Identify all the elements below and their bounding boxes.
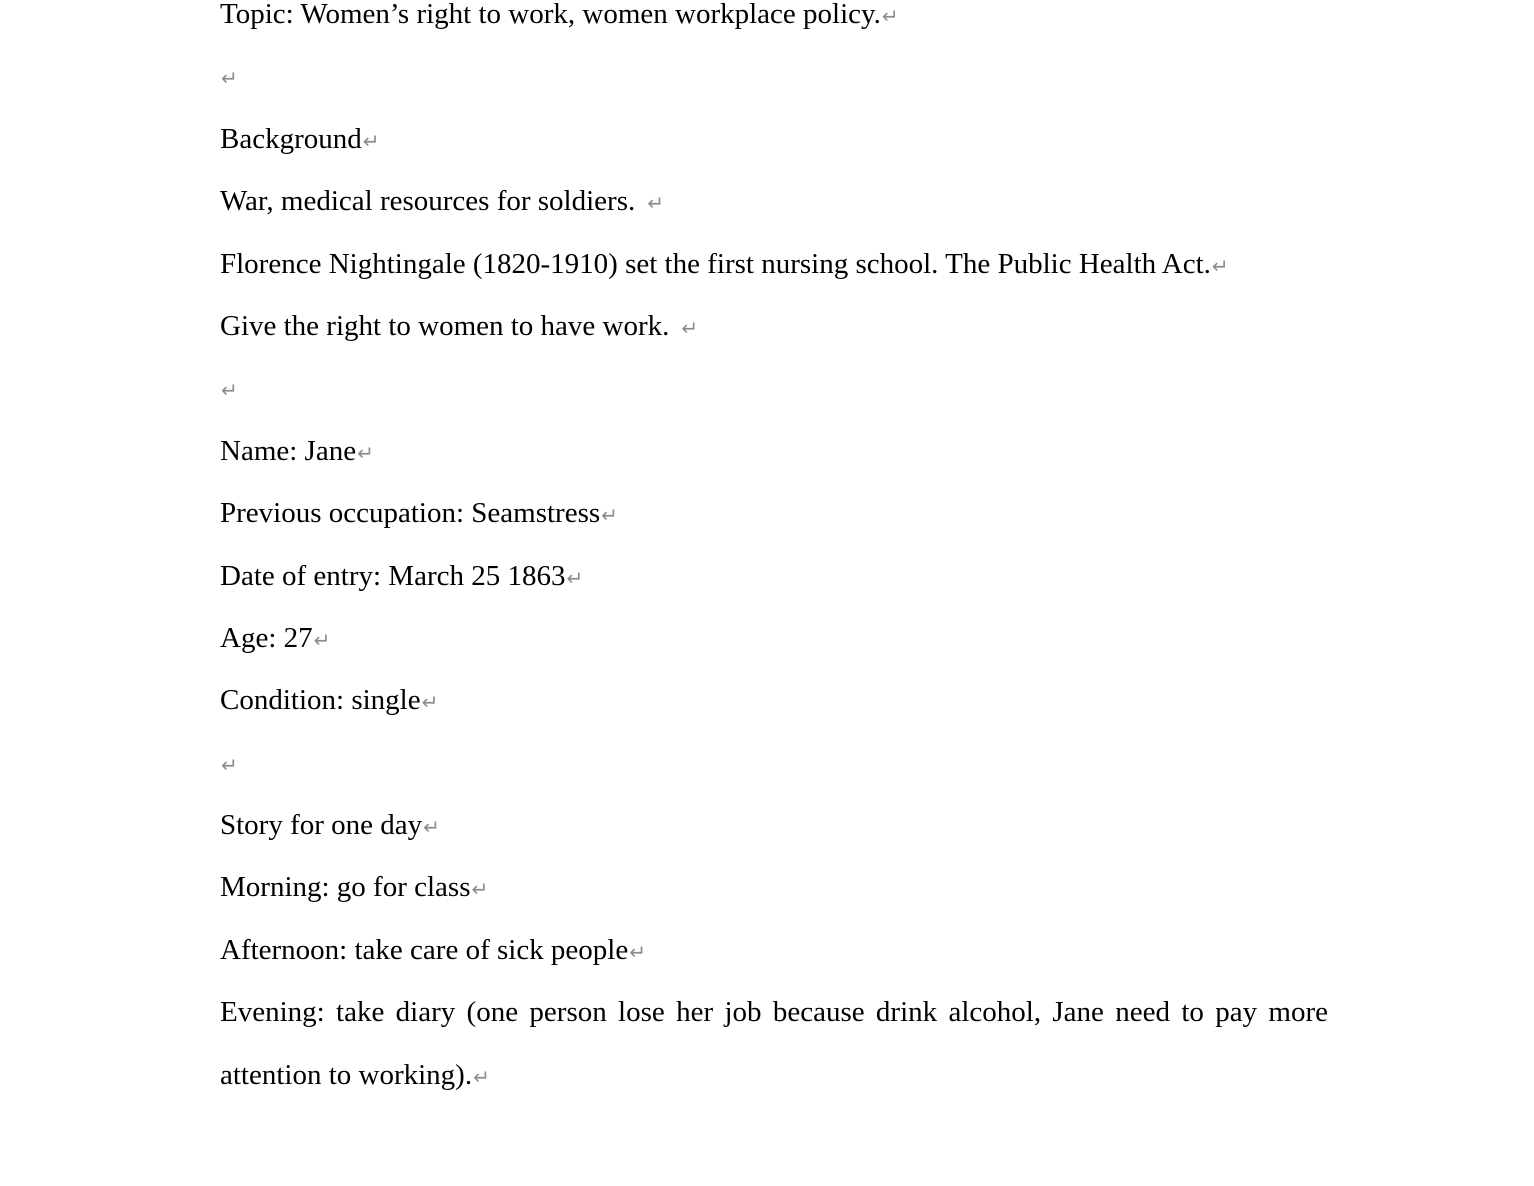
paragraph-empty[interactable] (220, 357, 1328, 419)
paragraph-text: War, medical resources for soldiers. (220, 185, 636, 218)
paragraph-date-of-entry[interactable] (220, 545, 1328, 607)
paragraph-text: Evening: take diary (one person lose her job because drink alcohol, Jane need to pay more attention to working). (220, 996, 1328, 1091)
paragraph-mark-icon: ↵ (601, 503, 618, 528)
paragraph-war[interactable] (220, 170, 1328, 232)
paragraph-text: Previous occupation: Seamstress (220, 497, 601, 530)
paragraph-mark-icon: ↵ (473, 1064, 490, 1089)
paragraph-text: Age: 27 (220, 621, 313, 654)
paragraph-afternoon[interactable] (220, 919, 1328, 981)
paragraph-story-heading[interactable] (220, 794, 1328, 856)
paragraph-mark-icon: ↵ (313, 627, 331, 652)
paragraph-text: Background (220, 122, 362, 155)
paragraph-right-to-work[interactable] (220, 295, 1328, 357)
paragraph-text: Afternoon: take care of sick people (220, 933, 629, 966)
paragraph-mark-icon: ↵ (629, 939, 647, 964)
paragraph-age[interactable] (220, 607, 1328, 669)
paragraph-text: Condition: single (220, 684, 421, 717)
paragraph-text: Give the right to women to have work. (220, 309, 670, 342)
paragraph-background-heading[interactable] (220, 108, 1328, 170)
paragraph-mark-icon: ↵ (362, 128, 380, 153)
document-body[interactable] (220, 0, 1328, 1108)
paragraph-empty[interactable] (220, 45, 1328, 107)
paragraph-mark-icon: ↵ (357, 440, 374, 465)
paragraph-mark-icon: ↵ (423, 815, 440, 840)
paragraph-mark-icon: ↵ (421, 690, 439, 715)
paragraph-mark-icon: ↵ (221, 66, 238, 91)
paragraph-nightingale[interactable] (220, 233, 1328, 295)
paragraph-previous-occupation[interactable] (220, 482, 1328, 544)
paragraph-mark-icon: ↵ (647, 191, 664, 216)
paragraph-mark-icon: ↵ (221, 378, 238, 403)
paragraph-evening[interactable] (220, 981, 1328, 1108)
paragraph-empty[interactable] (220, 732, 1328, 794)
paragraph-text: Name: Jane (220, 434, 357, 467)
paragraph-text: Morning: go for class (220, 871, 471, 904)
paragraph-text: Date of entry: March 25 1863 (220, 559, 566, 592)
paragraph-text: Story for one day (220, 809, 423, 842)
paragraph-morning[interactable] (220, 856, 1328, 918)
paragraph-text: Florence Nightingale (1820-1910) set the first nursing school. The Public Health Act. (220, 247, 1211, 280)
paragraph-text: Topic: Women’s right to work, women workplace policy. (220, 0, 881, 30)
paragraph-mark-icon: ↵ (1211, 253, 1229, 278)
paragraph-name[interactable] (220, 420, 1328, 482)
paragraph-mark-icon: ↵ (681, 315, 699, 340)
paragraph-topic[interactable] (220, 0, 1328, 45)
paragraph-mark-icon: ↵ (471, 877, 489, 902)
paragraph-mark-icon: ↵ (566, 565, 584, 590)
paragraph-mark-icon: ↵ (881, 4, 899, 28)
paragraph-condition[interactable] (220, 669, 1328, 731)
paragraph-mark-icon: ↵ (221, 752, 238, 777)
